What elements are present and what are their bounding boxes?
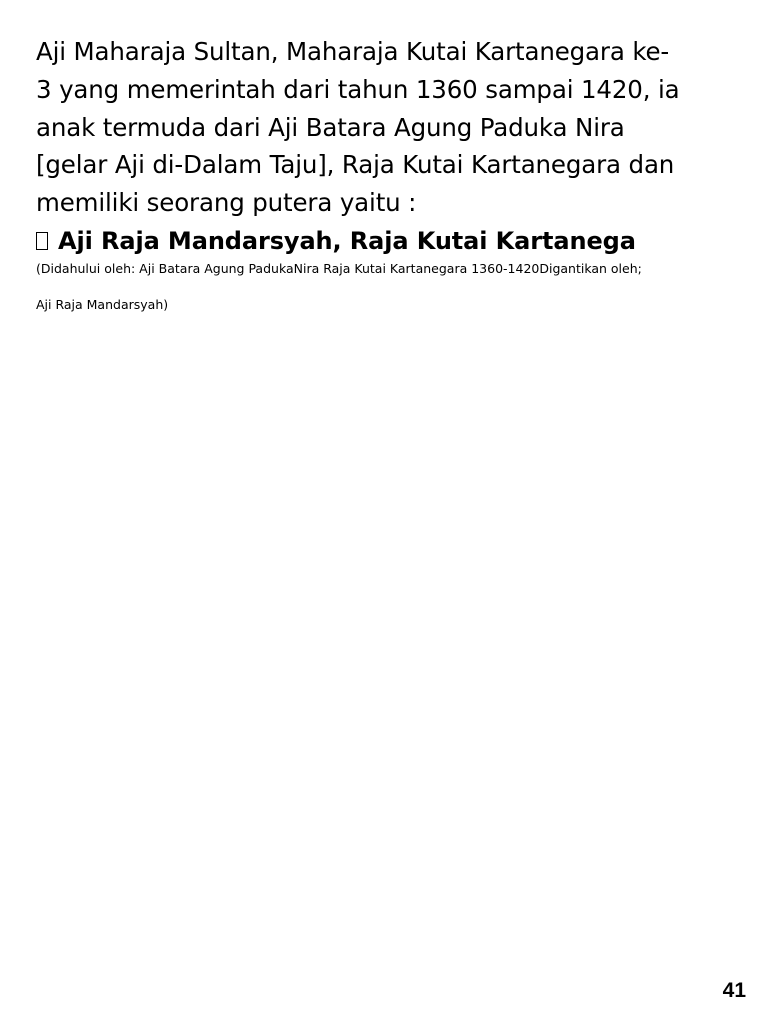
document-page [36, 33, 736, 323]
bullet-item-text: Aji Raja Mandarsyah, Raja Kutai Kartanega [58, 226, 636, 255]
paragraph-line: 3 yang memerintah dari tahun 1360 sampai 1420, ia [36, 74, 680, 104]
note-line: (Didahului oleh: Aji Batara Agung PadukaNira Raja Kutai Kartanegara 1360-1420Digantikan oleh; [36, 260, 642, 276]
missing-glyph-box-icon [36, 232, 48, 250]
paragraph-line: anak termuda dari Aji Batara Agung Paduka Nira [36, 112, 625, 142]
note-line: Aji Raja Mandarsyah) [36, 296, 169, 312]
paragraph-line: Aji Maharaja Sultan, Maharaja Kutai Kartanegara ke- [36, 37, 670, 66]
page-number: 41 [722, 979, 746, 1002]
body-paragraph [36, 33, 736, 222]
paragraph-line: memiliki seorang putera yaitu : [36, 188, 417, 218]
paragraph-line: [gelar Aji di-Dalam Taju], Raja Kutai Kartanegara dan [36, 150, 675, 180]
succession-note [36, 251, 736, 323]
